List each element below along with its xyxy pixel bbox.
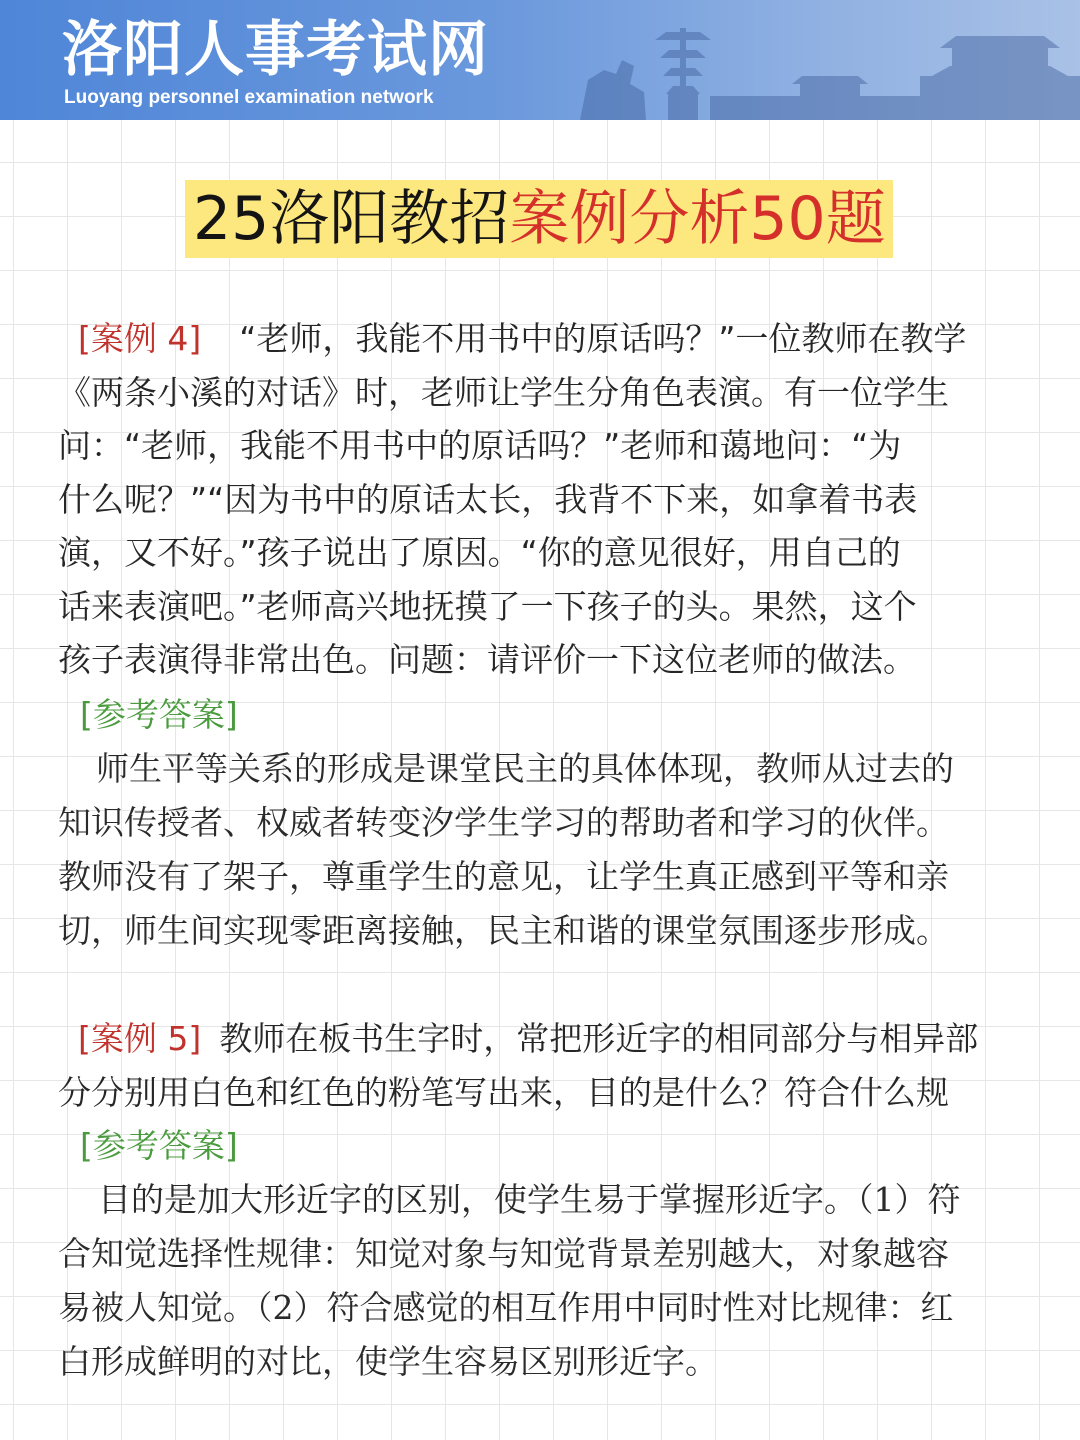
case5-answer-line: 白形成鲜明的对比，使学生容易区别形近字。 <box>58 1342 718 1381</box>
case5-answer-tag: [参考答案] <box>80 1126 238 1165</box>
ancient-architecture-illustration <box>560 0 1080 120</box>
case4-answer-line: 教师没有了架子，尊重学生的意见，让学生真正感到平等和亲 <box>58 857 949 896</box>
case4-question <box>58 312 1023 687</box>
case4-tag: [案例 4] <box>78 319 202 358</box>
case5-line: 分分别用白色和红色的粉笔写出来，目的是什么？符合什么规 <box>58 1072 949 1112</box>
case4-answer-line: 知识传授者、权威者转变汐学生学习的帮助者和学习的伙伴。 <box>58 803 949 842</box>
case4-answer <box>58 742 1023 958</box>
case4-answer-tag: [参考答案] <box>80 695 238 734</box>
title-prefix: 25洛阳教招 <box>193 184 510 254</box>
case4-line: 孩子表演得非常出色。问题：请评价一下这位老师的做法。 <box>58 640 916 679</box>
case4-line: 演，又不好。”孩子说出了原因。“你的意见很好，用自己的 <box>58 533 901 572</box>
case5-text: 教师在板书生字时，常把形近字的相同部分与相异部 <box>219 1019 979 1058</box>
case4-answer-line: 切，师生间实现零距离接触，民主和谐的课堂氛围逐步形成。 <box>58 911 949 950</box>
case4-line-1 <box>58 312 1023 366</box>
case4-line: 问：“老师，我能不用书中的原话吗？”老师和蔼地问：“为 <box>58 426 902 465</box>
title-highlight: 案例分析50题 <box>509 184 886 254</box>
header-banner <box>0 0 1080 120</box>
case5-line-1 <box>58 1012 1023 1066</box>
case4-line: 话来表演吧。”老师高兴地抚摸了一下孩子的头。果然，这个 <box>58 586 917 626</box>
case4-line: 什么呢？”“因为书中的原话太长，我背不下来，如拿着书表 <box>58 479 918 519</box>
site-title: 洛阳人事考试网 <box>62 15 489 85</box>
case5-question <box>58 1012 1023 1119</box>
case4-answer-line: 师生平等关系的形成是课堂民主的具体体现，教师从过去的 <box>96 749 954 788</box>
case5-tag: [案例 5] <box>78 1019 202 1058</box>
case5-answer-line: 合知觉选择性规律：知觉对象与知觉背景差别越大，对象越容 <box>58 1234 949 1273</box>
page-title <box>193 180 886 258</box>
case4-text: “老师，我能不用书中的原话吗？”一位教师在教学 <box>239 319 967 358</box>
case5-answer <box>58 1173 1023 1389</box>
site-subtitle: Luoyang personnel examination network <box>64 87 434 108</box>
case5-answer-line: 易被人知觉。（2）符合感觉的相互作用中同时性对比规律：红 <box>58 1288 954 1327</box>
case5-answer-line: 目的是加大形近字的区别，使学生易于掌握形近字。（1）符 <box>98 1180 961 1219</box>
case4-line: 《两条小溪的对话》时，老师让学生分角色表演。有一位学生 <box>58 372 949 412</box>
